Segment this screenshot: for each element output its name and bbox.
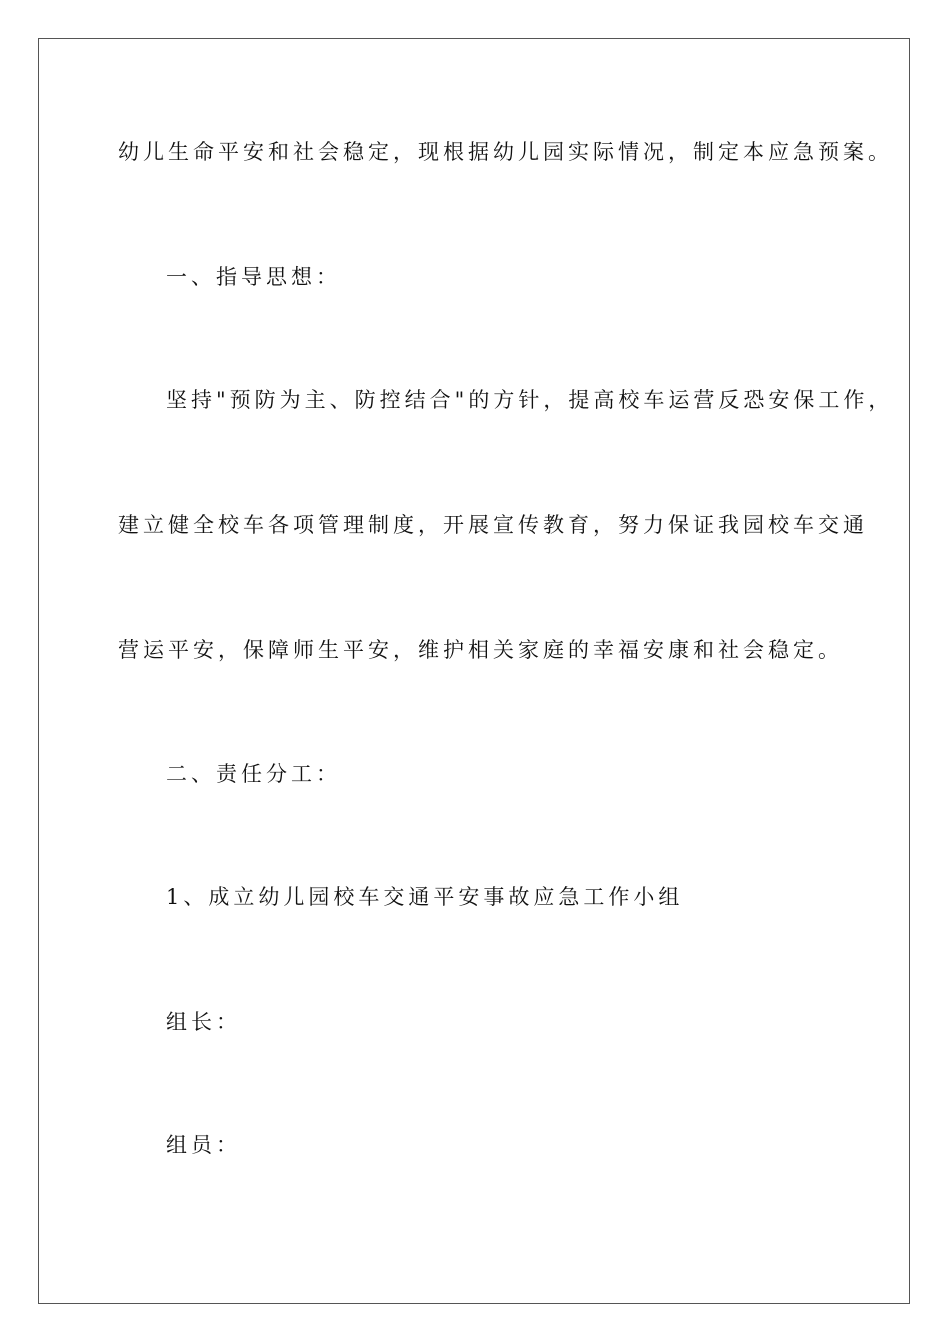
field-label-group-leader: 组长： — [166, 1010, 241, 1034]
paragraph-line-policy-2: 建立健全校车各项管理制度，开展宣传教育，努力保证我园校车交通 — [118, 513, 868, 537]
paragraph-line-policy-1: 坚持"预防为主、防控结合"的方针，提高校车运营反恐安保工作， — [166, 388, 894, 412]
section-heading-responsibilities: 二、责任分工： — [166, 762, 341, 786]
section-heading-guiding-ideology: 一、指导思想： — [166, 265, 341, 289]
paragraph-line-intro-end: 幼儿生命平安和社会稳定，现根据幼儿园实际情况，制定本应急预案。 — [118, 140, 893, 164]
page-border — [38, 38, 910, 1304]
paragraph-line-policy-3: 营运平安，保障师生平安，维护相关家庭的幸福安康和社会稳定。 — [118, 638, 843, 662]
list-item-emergency-group: 1、成立幼儿园校车交通平安事故应急工作小组 — [166, 885, 684, 909]
field-label-group-members: 组员： — [166, 1133, 241, 1157]
